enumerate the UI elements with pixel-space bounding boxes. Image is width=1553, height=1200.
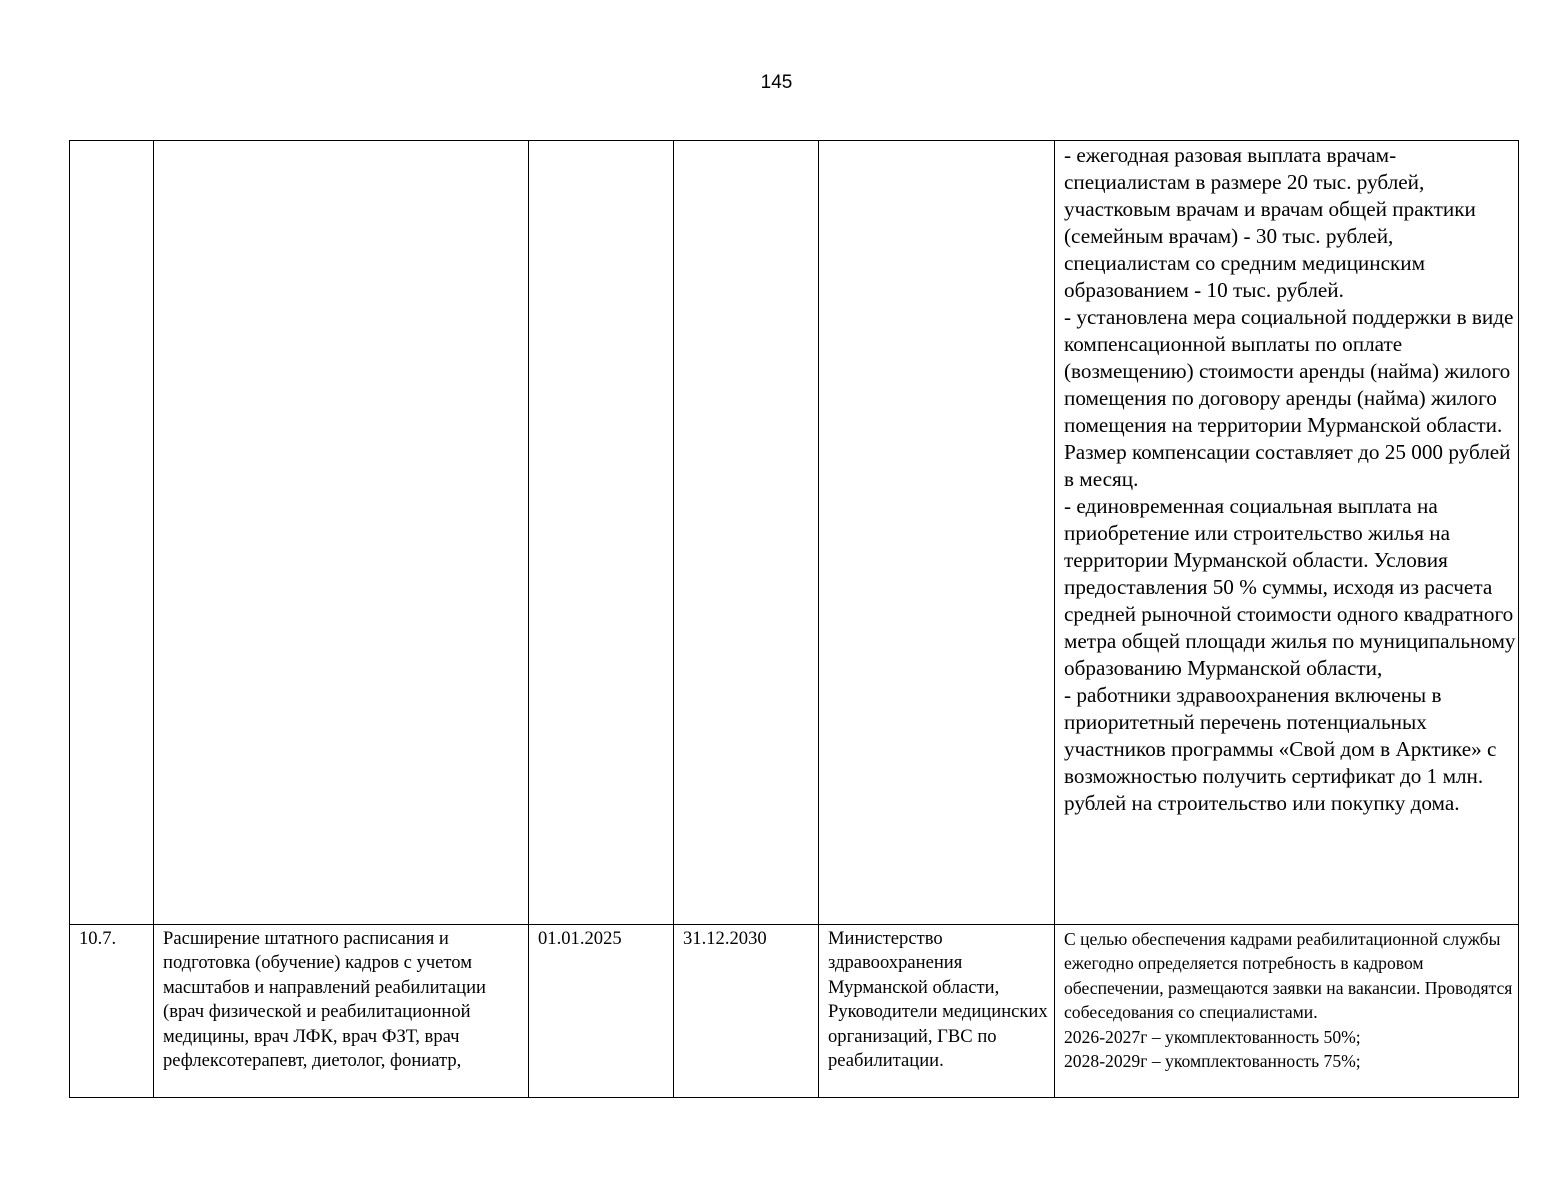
- details-paragraph: 2026-2027г – укомплектованность 50%;: [1064, 1026, 1361, 1047]
- table-cell-details: [1055, 141, 1519, 925]
- table-row: [70, 925, 1519, 1098]
- table-cell-end-date: 31.12.2030: [674, 925, 819, 1098]
- details-paragraph: 2028-2029г – укомплектованность 75%;: [1064, 1051, 1361, 1072]
- page-number: 145: [760, 72, 793, 93]
- details-paragraph: - ежегодная разовая выплата врачам-специалистам в размере 20 тыс. рублей, участковым врачам и врачам общей практики (семейным врачам) - 30 тыс. рублей, специалистам со средним медицинским образованием - 10 тыс. рублей.: [1064, 143, 1476, 302]
- details-paragraph: - единовременная социальная выплата на приобретение или строительство жилья на территории Мурманской области. Условия предоставления 50 % суммы, исходя из расчета средней рыночной стоимости одного квадратного метра общей площади жилья по муниципальному образованию Мурманской области,: [1064, 494, 1516, 680]
- table-cell-start-date: [529, 141, 674, 925]
- details-paragraph: - работники здравоохранения включены в приоритетный перечень потенциальных участников программы «Свой дом в Арктике» с возможностью получить сертификат до 1 млн. рублей на строительство или покупку дома.: [1064, 683, 1497, 815]
- table-cell-number: 10.7.: [70, 925, 154, 1098]
- table-cell-start-date: 01.01.2025: [529, 925, 674, 1098]
- table-cell-number: [70, 141, 154, 925]
- table-cell-responsible: [819, 141, 1055, 925]
- table-cell-end-date: [674, 141, 819, 925]
- table-cell-responsible: Министерство здравоохранения Мурманской области, Руководители медицинских организаций, ГВС по реабилитации.: [819, 925, 1055, 1098]
- table-cell-measure: [154, 141, 529, 925]
- table-row: [70, 141, 1519, 925]
- measures-table: [69, 140, 1519, 1098]
- details-paragraph: С целью обеспечения кадрами реабилитационной службы ежегодно определяется потребность в кадровом обеспечении, размещаются заявки на вакансии. Проводятся собеседования со специалистами.: [1064, 929, 1513, 1023]
- details-paragraph: - установлена мера социальной поддержки в виде компенсационной выплаты по оплате (возмещению) стоимости аренды (найма) жилого помещения по договору аренды (найма) жилого помещения на территории Мурманской области. Размер компенсации составляет до 25 000 рублей в месяц.: [1064, 305, 1514, 491]
- table-cell-details: [1055, 925, 1519, 1098]
- table-cell-measure: Расширение штатного расписания и подготовка (обучение) кадров с учетом масштабов и направлений реабилитации (врач физической и реабилитационной медицины, врач ЛФК, врач ФЗТ, врач рефлексотерапевт, диетолог, фониатр,: [154, 925, 529, 1098]
